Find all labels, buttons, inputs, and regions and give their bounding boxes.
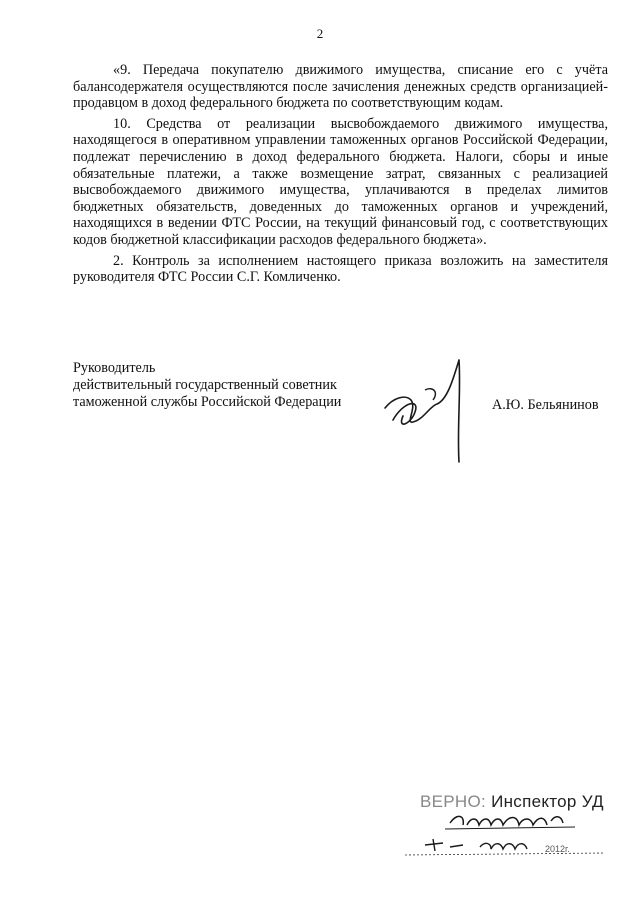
page-number: 2 (316, 26, 324, 41)
stamp-verno: ВЕРНО: (420, 792, 487, 811)
signatory-line-2: действительный государственный советник (73, 377, 337, 393)
document-body (73, 62, 608, 290)
paragraph-10: 10. Средства от реализации высвобождаемого движимого имущества, находящегося в оперативном управлении таможенных органов Российской Федерации, подлежат перечислению в доход федерального бюджета. Налоги, сборы и иные обязательные платежи, а также возмещение затрат, связанных с реализацией высвобождаемого движимого имущества, уплачиваются в пределах лимитов бюджетных обязательств, доведенных до таможенных органов и учреждений, находящихся в ведении ФТС России, на текущий финансовый год, с соответствующих кодов бюджетной классификации расходов федерального бюджета». (73, 115, 608, 248)
signatory-line-1: Руководитель (73, 360, 156, 376)
paragraph-9: «9. Передача покупателю движимого имущества, списание его с учёта балансодержателя осуществляются после зачисления денежных средств организацией-продавцом в доход федерального бюджета по соответствующим кодам. (73, 62, 608, 112)
signatory-title (73, 360, 341, 411)
svg-text:2012г.: 2012г. (545, 844, 570, 854)
handwritten-signature (375, 350, 485, 465)
stamp-position: Инспектор УД (491, 792, 604, 811)
signatory-line-3: таможенной службы Российской Федерации (73, 394, 342, 410)
paragraph-control: 2. Контроль за исполнением настоящего приказа возложить на заместителя руководителя ФТС России С.Г. Комличенко. (73, 252, 608, 286)
signatory-name: А.Ю. Бельянинов (492, 397, 599, 413)
stamp-handwriting (405, 785, 615, 865)
